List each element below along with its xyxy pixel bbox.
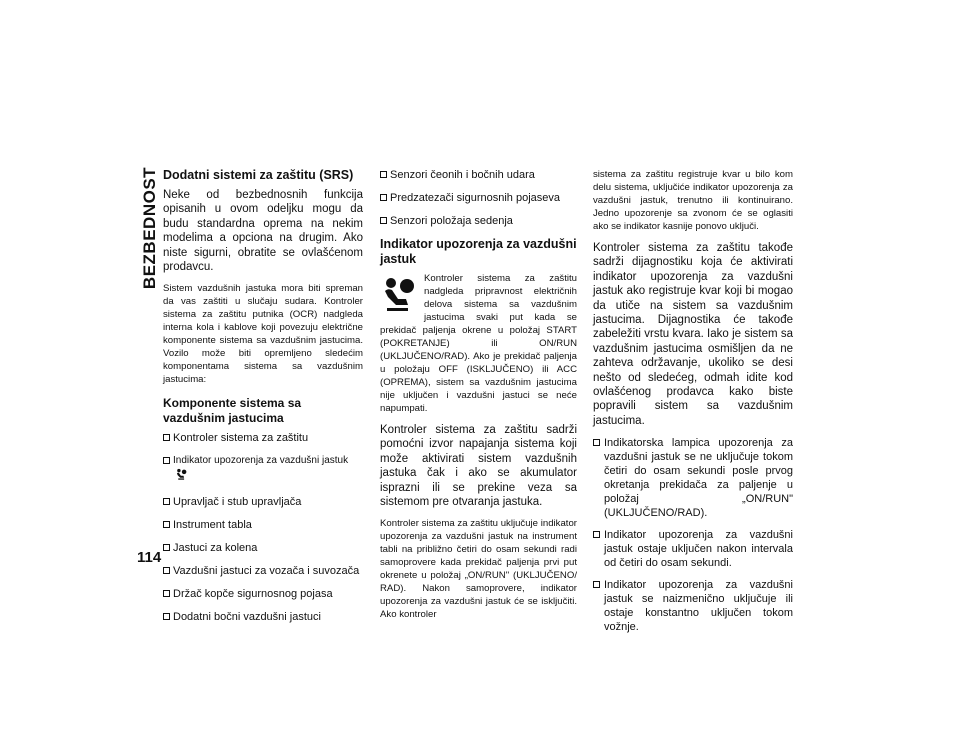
service-conditions-list — [593, 436, 793, 634]
fault-paragraph: sistema za zaštitu registruje kvar u bilo kom delu sistema, uključiće indikator upozorenja za vazdušni jastuk, trenutno ili kontinuirano. Jedno upozorenje sa zvonom će se oglasiti ako se indikator kasnije ponovo uključi. — [593, 169, 793, 232]
column-3 — [593, 168, 793, 642]
list-item: Vazdušni jastuci za vozača i suvozača — [163, 564, 363, 578]
list-item: Indikator upozorenja za vazdušni jastuk ostaje uključen nakon intervala od četiri do osam sekundi. — [593, 528, 793, 570]
srs-intro-paragraph: Neke od bezbednosnih funkcija opisanih u ovom odeljku mogu da budu standardna oprema na nekim modelima a opciona na drugim. Ako niste sigurni, obratite se ovlašćenom prodavcu. — [163, 189, 363, 274]
list-item: Senzori čeonih i bočnih udara — [380, 168, 577, 182]
list-item: Indikatorska lampica upozorenja za vazdušni jastuk se ne uključuje tokom četiri do osam sekundi posle prvog okretanja prekidača za paljenje u položaj „ON/RUN" (UKLJUČENO/RAD). — [593, 436, 793, 520]
list-item: Indikator upozorenja za vazdušni jastuk se naizmenično uključuje ili ostaje konstantno uključen tokom vožnje. — [593, 578, 793, 634]
srs-description-paragraph: Sistem vazdušnih jastuka mora biti spreman da vas zaštiti u slučaju sudara. Kontroler sistema za zaštitu putnika (OCR) nadgleda interna kola i kablove koji povezuju električne komponente sistema sa vazdušnim jastucima. Vozilo može biti opremljeno sledećim komponentama sistema sa vazdušnim jastucima: — [163, 283, 363, 386]
section-side-tab — [140, 168, 160, 288]
self-check-paragraph: Kontroler sistema za zaštitu uključuje indikator upozorenja za vazdušni jastuk na instrument tabli na približno četiri do osam sekundi radi samoprovere kada prekidač paljenja prvi put okrenete u položaj „ON/RUN" (UKLJUČENO/ RAD). Nakon samoprovere, indikator upozorenja za vazdušni jastuk će se isključiti. Ako kontroler — [380, 518, 577, 621]
column-2 — [380, 168, 577, 629]
list-item: Senzori položaja sedenja — [380, 214, 577, 228]
list-item: Predzatezači sigurnosnih pojaseva — [380, 191, 577, 205]
list-item: Upravljač i stub upravljača — [163, 495, 363, 509]
list-item: Jastuci za kolena — [163, 541, 363, 555]
section-title: BEZBEDNOST — [140, 166, 159, 290]
diagnostics-paragraph: Kontroler sistema za zaštitu takođe sadrži dijagnostiku koja će aktivirati indikator upozorenja za vazdušni jastuk ako registruje kvar koji bi mogao da utiče na sistem sa vazdušnim jastucima. Dijagnostika će takođe zabeležiti vrstu kvara. Iako je sistem sa vazdušnim jastucima osmišljen da ne zahteva održavanje, ukoliko se desi nešto od sledećeg, odmah idite kod ovlašćenog prodavca kako biste popravili sistem sa vazdušnim jastucima. — [593, 242, 793, 427]
airbag-warning-icon — [175, 468, 188, 486]
components-heading: Komponente sistema sa vazdušnim jastucima — [163, 396, 302, 426]
warning-indicator-heading: Indikator upozorenja za vazdušni jastuk — [380, 237, 577, 266]
page-number: 114 — [137, 549, 162, 566]
column-1 — [163, 168, 363, 633]
list-item: Kontroler sistema za zaštitu — [163, 431, 363, 445]
list-item: Držač kopče sigurnosnog pojasa — [163, 587, 363, 601]
srs-heading: Dodatni sistemi za zaštitu (SRS) — [163, 168, 354, 182]
sensors-list — [380, 168, 577, 228]
list-item: Instrument tabla — [163, 518, 363, 532]
warning-indicator-paragraph: Kontroler sistema za zaštitu nadgleda pripravnost električnih delova sistema sa vazdušnim jastucima svaki put kada se prekidač paljenja okrene u položaj START (POKRETANJE) ili ON/RUN (UKLJUČENO/RAD). Ako je prekidač paljenja u položaju OFF (ISKLJUČENO) ili ACC (OPREMA), sistem sa vazdušnim jastucima nije uključen i vazdušni jastuci se neće napumpati. — [380, 273, 577, 414]
airbag-warning-icon — [380, 274, 418, 314]
list-item: Indikator upozorenja za vazdušni jastuk — [163, 454, 363, 486]
backup-power-paragraph: Kontroler sistema za zaštitu sadrži pomoćni izvor napajanja sistema koji može aktivirati sistem vazdušnih jastuka čak i ako se akumulator isprazni ili se prekine veza sa sistemom pre otvaranja jastuka. — [380, 424, 577, 509]
list-item: Dodatni bočni vazdušni jastuci — [163, 610, 363, 624]
components-list — [163, 431, 363, 624]
